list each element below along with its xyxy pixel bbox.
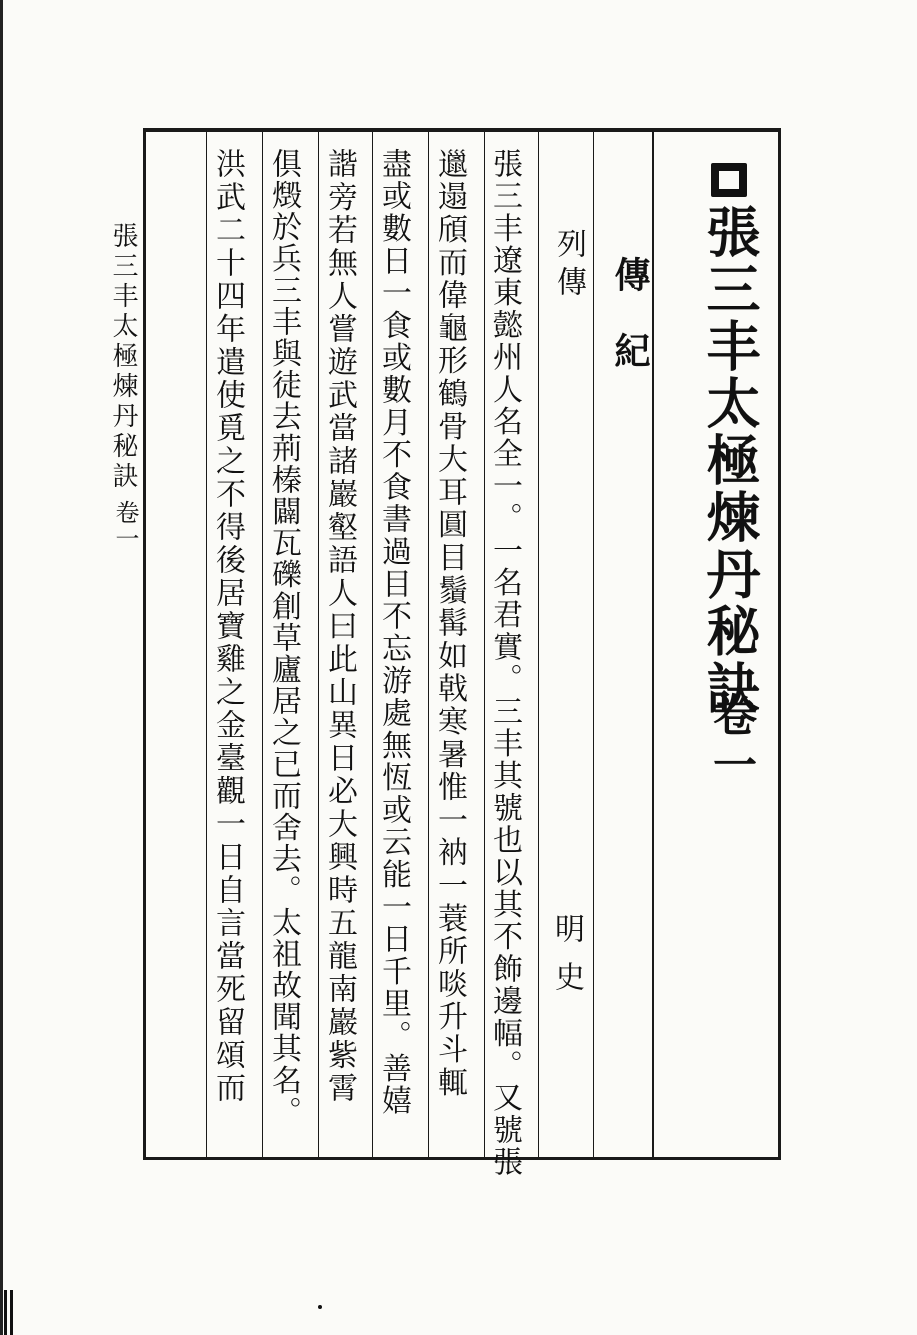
binding-mark-2 [10, 1290, 13, 1335]
body-column-5: 俱燬於兵三丰與徒去荊榛闢瓦礫創草廬居之已而舍去。太祖故聞其名。 [266, 148, 301, 1128]
section-column-rule [593, 132, 594, 1157]
body-column-4: 諧旁若無人嘗遊武當諸巖壑語人曰此山異日必大興時五龍南巖紫霄 [322, 148, 357, 1105]
body-column-6: 洪武二十四年遣使覓之不得後居寶雞之金臺觀一日自言當死留頌而 [210, 148, 245, 1105]
body-column-3: 盡或數日一食或數月不食書過目不忘游處無恆或云能一日千里。善嬉 [376, 148, 411, 1117]
stray-dot [318, 1305, 322, 1309]
subsection-heading: 列傳 [551, 228, 586, 304]
binding-edge-top [0, 0, 3, 1335]
book-title: 張三丰太極煉丹秘訣 [698, 204, 762, 717]
title-column-rule [652, 132, 654, 1157]
body-column-1: 張三丰遼東懿州人名全一。一名君實。三丰其號也以其不飾邊幅。又號張 [487, 148, 522, 1179]
title-marker-icon [711, 163, 747, 197]
source-attribution: 明史 [549, 913, 584, 1009]
body-column-2: 邋遢頎而偉龜形鶴骨大耳圓目鬚髯如戟寒暑惟一衲一蓑所啖升斗輒 [432, 148, 467, 1100]
margin-title: 張三丰太極煉丹秘訣 [108, 222, 138, 492]
margin-volume: 卷一 [111, 500, 139, 552]
column-rule [538, 132, 539, 1157]
section-heading: 傳紀 [609, 256, 651, 408]
volume-label: 卷一 [705, 692, 756, 792]
binding-mark-1 [4, 1290, 7, 1335]
